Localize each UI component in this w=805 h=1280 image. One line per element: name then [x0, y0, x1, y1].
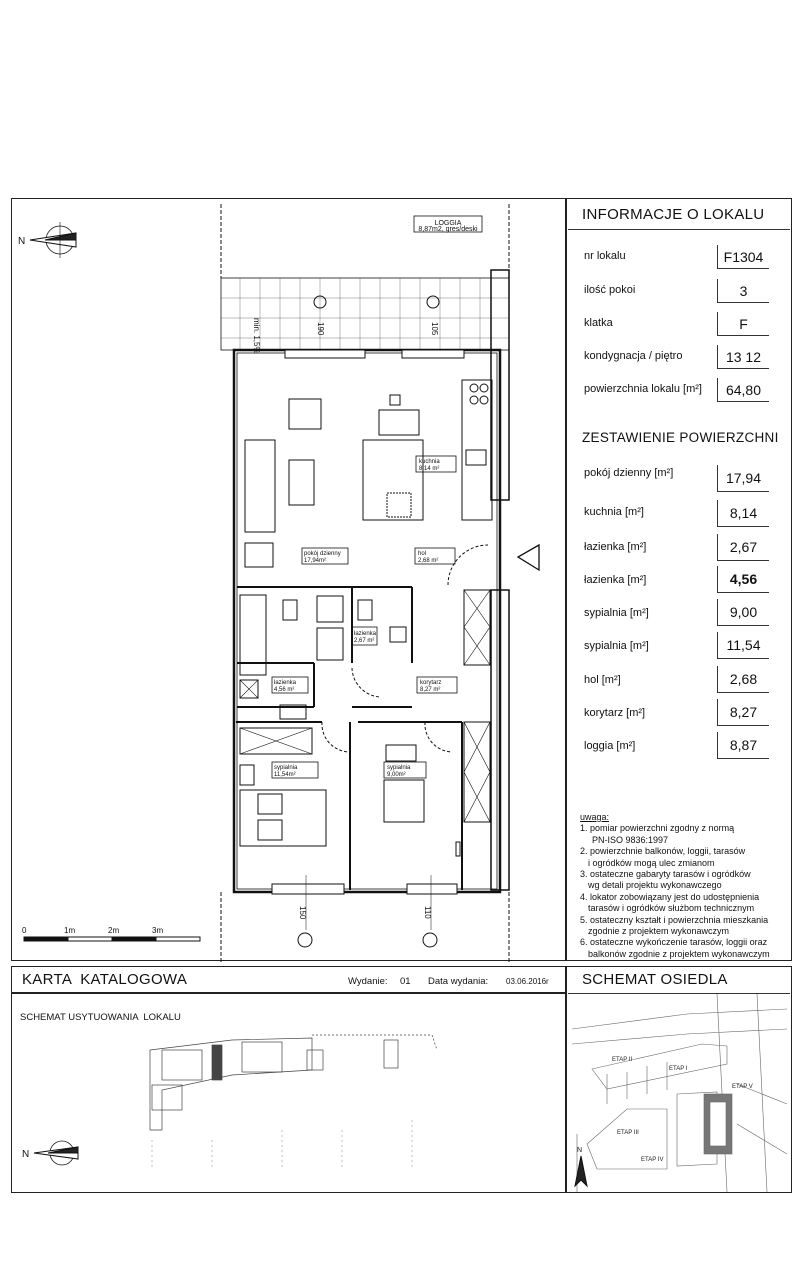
info-value-floor: 13 12: [717, 345, 769, 369]
living-area: 17,94m²: [304, 558, 327, 564]
floor-plan: [0, 190, 566, 965]
area-label-bed1: sypialnia [m²]: [584, 607, 649, 619]
area-label-living: pokój dzienny [m²]: [584, 467, 674, 479]
info-value-area: 64,80: [717, 378, 769, 402]
edition-label: Wydanie:: [348, 976, 388, 987]
info-value-stair: F: [717, 312, 769, 336]
bedroom2-area: 9,00m²: [387, 772, 406, 778]
bath1-area: 2,67 m²: [354, 638, 375, 644]
usage-compass-icon: [34, 1141, 78, 1165]
compass-label: N: [18, 236, 26, 247]
info-label-rooms: ilość pokoi: [584, 284, 636, 296]
estate-label-2: ETAP I: [669, 1066, 688, 1072]
bedroom2-name: sypialnia: [387, 765, 411, 771]
note-line: 2. powierzchnie balkonów, loggii, tarasów: [580, 846, 746, 857]
info-value-rooms: 3: [717, 279, 769, 303]
note-line: 5. ostateczny kształt i powierzchnia mieszkania: [580, 914, 769, 925]
info-label-area: powierzchnia lokalu [m²]: [584, 383, 702, 395]
info-value-nr: F1304: [717, 245, 769, 269]
corridor-area: 8,27 m²: [420, 687, 441, 693]
note-line: 6. ostateczne wykończenie tarasów, loggii oraz: [580, 937, 768, 948]
area-value-kitchen: 8,14: [717, 500, 769, 527]
note-line: tarasów i ogródków służbom technicznym: [588, 903, 755, 914]
loggia-area: 8,87m2, gres/deski: [418, 226, 478, 233]
area-value-living: 17,94: [717, 465, 769, 492]
estate-title: SCHEMAT OSIEDLA: [582, 971, 728, 988]
estate-label-3: ETAP III: [617, 1130, 639, 1136]
note-line: balkonów zgodnie z projektem wykonawczym: [588, 948, 770, 959]
note-line: wg detali projektu wykonawczego: [588, 880, 722, 891]
estate-scheme: [567, 994, 791, 1192]
edition-value: 01: [400, 976, 411, 987]
area-value-bath2: 4,56: [717, 566, 769, 593]
win-top2-w: 105: [430, 322, 439, 336]
win-top1-w: 190: [316, 322, 325, 336]
note-line: 1. pomiar powierzchni zgodny z normą: [580, 823, 735, 834]
living-name: pokój dzienny: [304, 551, 341, 557]
area-value-bath1: 2,67: [717, 534, 769, 561]
info-title-rule: [568, 229, 790, 230]
estate-compass-label: N: [577, 1147, 583, 1154]
kitchen-area: 8,14 m²: [419, 466, 440, 472]
notes-heading: uwaga:: [580, 812, 610, 822]
usage-title: SCHEMAT USYTUOWANIA LOKALU: [20, 1012, 181, 1023]
areas-title: ZESTAWIENIE POWIERZCHNI: [582, 430, 779, 445]
info-label-floor: kondygnacja / piętro: [584, 350, 683, 362]
area-value-hall: 2,68: [717, 666, 769, 693]
scale-bar: [24, 937, 200, 941]
estate-label-1: ETAP II: [612, 1057, 633, 1063]
bedroom1-area: 11,54m²: [274, 772, 296, 778]
area-label-hall: hol [m²]: [584, 674, 621, 686]
area-value-corridor: 8,27: [717, 699, 769, 726]
bath2-name: łazienka: [274, 680, 297, 686]
info-title: INFORMACJE O LOKALU: [582, 206, 765, 223]
area-label-bath1: łazienka [m²]: [584, 541, 647, 553]
loggia-min: min. 1,5%: [252, 318, 261, 354]
scale-0: 0: [22, 926, 27, 935]
hall-area: 2,68 m²: [418, 558, 439, 564]
window-tag-o3: [423, 933, 437, 947]
win-bot1-w: 150: [298, 906, 307, 920]
catalog-title: KARTA KATALOGOWA: [22, 971, 188, 988]
area-value-loggia: 8,87: [717, 732, 769, 759]
bath1-name: łazienka: [354, 631, 377, 637]
note-line: i ogródków mogą ulec zmianom: [588, 857, 715, 868]
corridor-name: korytarz: [420, 680, 442, 686]
usage-compass-label: N: [22, 1149, 30, 1160]
area-label-kitchen: kuchnia [m²]: [584, 506, 644, 518]
area-label-bath2: łazienka [m²]: [584, 574, 647, 586]
info-label-nr: nr lokalu: [584, 250, 626, 262]
scale-3: 3m: [152, 926, 164, 935]
usage-scheme: [12, 1020, 565, 1192]
window-tag-d5: [298, 933, 312, 947]
bedroom1-name: sypialnia: [274, 765, 298, 771]
area-label-corridor: korytarz [m²]: [584, 707, 646, 719]
info-label-stair: klatka: [584, 317, 613, 329]
hall-name: hol: [418, 551, 427, 557]
note-line: zgodnie z projektem wykonawczym: [588, 926, 730, 937]
estate-label-5: ETAP V: [732, 1084, 753, 1090]
note-line: PN-ISO 9836:1997: [592, 834, 669, 845]
compass-icon: [30, 222, 76, 258]
bath2-area: 4,56 m²: [274, 687, 295, 693]
area-label-bed2: sypialnia [m²]: [584, 640, 649, 652]
scale-2: 2m: [108, 926, 120, 935]
win-bot2-w: 110: [423, 906, 432, 919]
note-line: 3. ostateczne gabaryty tarasów i ogródków: [580, 869, 751, 880]
notes: [580, 812, 780, 960]
date-label: Data wydania:: [428, 976, 489, 987]
scale-1: 1m: [64, 926, 76, 935]
area-value-bed2: 11,54: [717, 632, 769, 659]
area-value-bed1: 9,00: [717, 599, 769, 626]
entrance-arrow-icon: [518, 545, 539, 570]
estate-label-4: ETAP IV: [641, 1157, 664, 1163]
note-line: 4. lokator zobowiązany jest do udostępnienia: [580, 891, 760, 902]
date-value: 03.06.2016r: [506, 977, 549, 986]
area-label-loggia: loggia [m²]: [584, 740, 636, 752]
loggia-label: LOGGIA: [434, 220, 462, 227]
kitchen-name: kuchnia: [419, 459, 440, 465]
